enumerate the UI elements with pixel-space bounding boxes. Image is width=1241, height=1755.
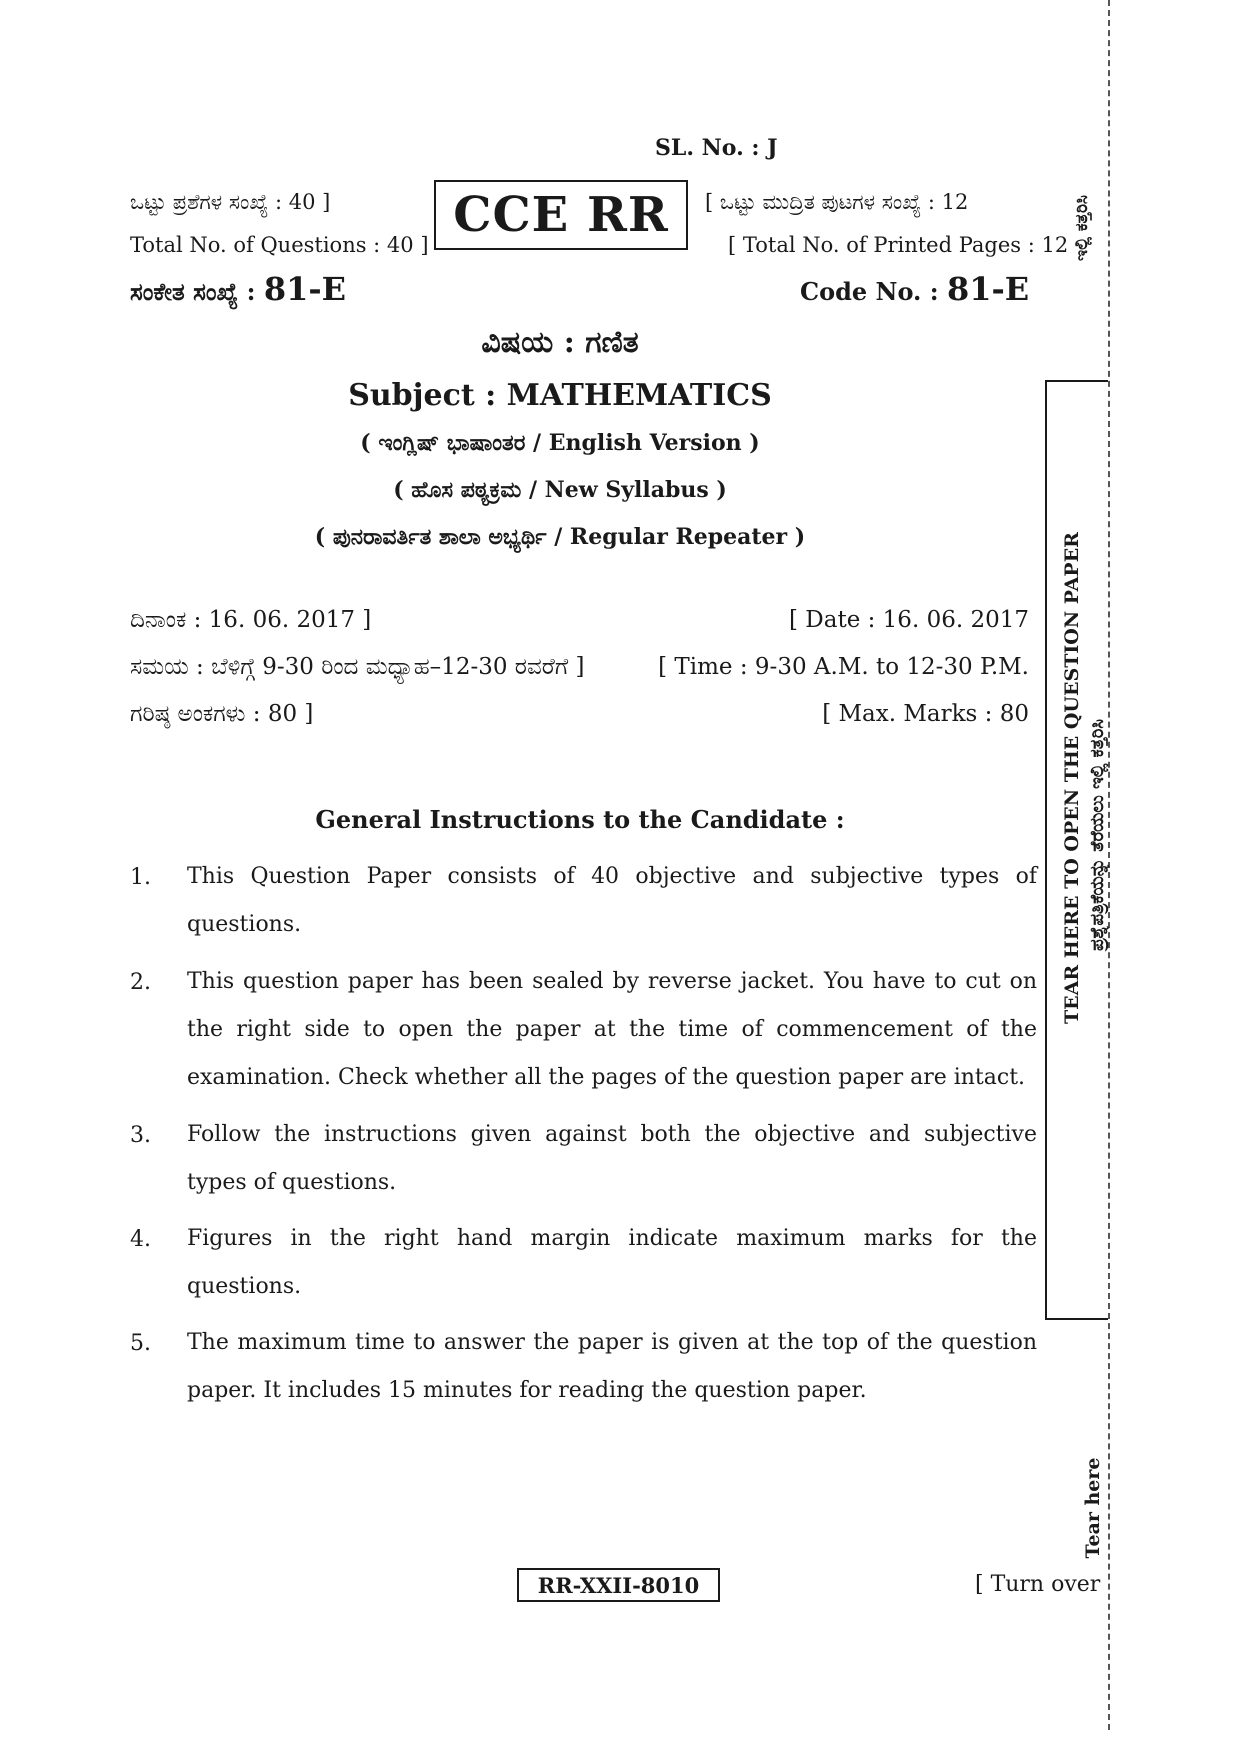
total-pages-kannada: [ ಒಟ್ಟು ಮುದ್ರಿತ ಪುಟಗಳ ಸಂಖ್ಯೆ : 12 <box>705 190 969 214</box>
syllabus-line: ( ಹೊಸ ಪಠ್ಯಕ್ರಮ / New Syllabus ) <box>393 477 727 503</box>
code-number-english <box>800 270 1029 308</box>
instruction-number: 5. <box>130 1331 151 1356</box>
total-questions-kannada: ಒಟ್ಟು ಪ್ರಶೆಗಳ ಸಂಖ್ಯೆ : 40 ] <box>130 190 331 214</box>
tear-here-english: TEAR HERE TO OPEN THE QUESTION PAPER <box>1061 532 1083 1024</box>
date-english: [ Date : 16. 06. 2017 <box>789 607 1029 633</box>
instruction-number: 4. <box>130 1227 151 1252</box>
turn-over-label: [ Turn over <box>975 1572 1101 1597</box>
date-kannada: ದಿನಾಂಕ : 16. 06. 2017 ] <box>130 607 372 633</box>
candidate-type-line: ( ಪುನರಾವರ್ತಿತ ಶಾಲಾ ಅಭ್ಯರ್ಥಿ / Regular Repeater ) <box>314 524 806 550</box>
code-value-right: 81-E <box>946 270 1030 308</box>
total-questions-english: Total No. of Questions : 40 ] <box>130 233 429 257</box>
tear-here-kannada: ಪ್ರಶ್ನೆಪತ್ರಿಕೆಯನ್ನು ತೆರೆಯಲು ಇಲ್ಲಿ ಕತ್ತರಿಸಿ <box>1087 719 1108 951</box>
serial-number: SL. No. : J <box>655 135 778 161</box>
total-pages-english: [ Total No. of Printed Pages : 12 <box>728 233 1069 257</box>
max-marks-kannada: ಗರಿಷ್ಠ ಅಂಕಗಳು : 80 ] <box>130 701 314 727</box>
time-english: [ Time : 9-30 A.M. to 12-30 P.M. <box>658 654 1029 680</box>
instruction-number: 2. <box>130 970 151 995</box>
subject-kannada: ವಿಷಯ : ಗಣಿತ <box>481 325 639 360</box>
code-label-english: Code No. : <box>800 277 939 306</box>
version-line: ( ಇಂಗ್ಲಿಷ್ ಭಾಷಾಂತರ / English Version ) <box>360 430 760 456</box>
time-kannada: ಸಮಯ : ಬೆಳಿಗ್ಗೆ 9-30 ರಿಂದ ಮಧ್ಯಾಹ–12-30 ರವರೆಗೆ ] <box>130 654 585 680</box>
paper-code-box: RR-XXII-8010 <box>517 1568 720 1602</box>
instructions-title: General Instructions to the Candidate : <box>315 805 845 834</box>
code-number-kannada <box>130 270 346 308</box>
code-value-left: 81-E <box>263 270 347 308</box>
instruction-text: Follow the instructions given against both the objective and subjective types of questions. <box>187 1122 1037 1195</box>
subject-title: Subject : MATHEMATICS <box>348 378 772 413</box>
instruction-text: This question paper has been sealed by reverse jacket. You have to cut on the right side to open the paper at the time of commencement of the examination. Check whether all the pages of the question paper are intact. <box>187 969 1037 1090</box>
instruction-number: 1. <box>130 865 151 890</box>
cce-rr-title-box: CCE RR <box>434 180 688 250</box>
instruction-text: This Question Paper consists of 40 objective and subjective types of questions. <box>187 864 1037 937</box>
max-marks-english: [ Max. Marks : 80 <box>822 701 1029 727</box>
instruction-number: 3. <box>130 1123 151 1148</box>
instruction-text: The maximum time to answer the paper is given at the top of the question paper. It includes 15 minutes for reading the question paper. <box>187 1330 1037 1403</box>
cut-here-kannada: ಇಲ್ಲಿ ಕತ್ತರಿಸಿ <box>1072 195 1092 261</box>
code-label-kannada: ಸಂಕೇತ ಸಂಖ್ಯೆ : <box>130 277 256 306</box>
tear-here-label: Tear here <box>1082 1457 1104 1559</box>
instruction-text: Figures in the right hand margin indicate maximum marks for the questions. <box>187 1226 1037 1299</box>
